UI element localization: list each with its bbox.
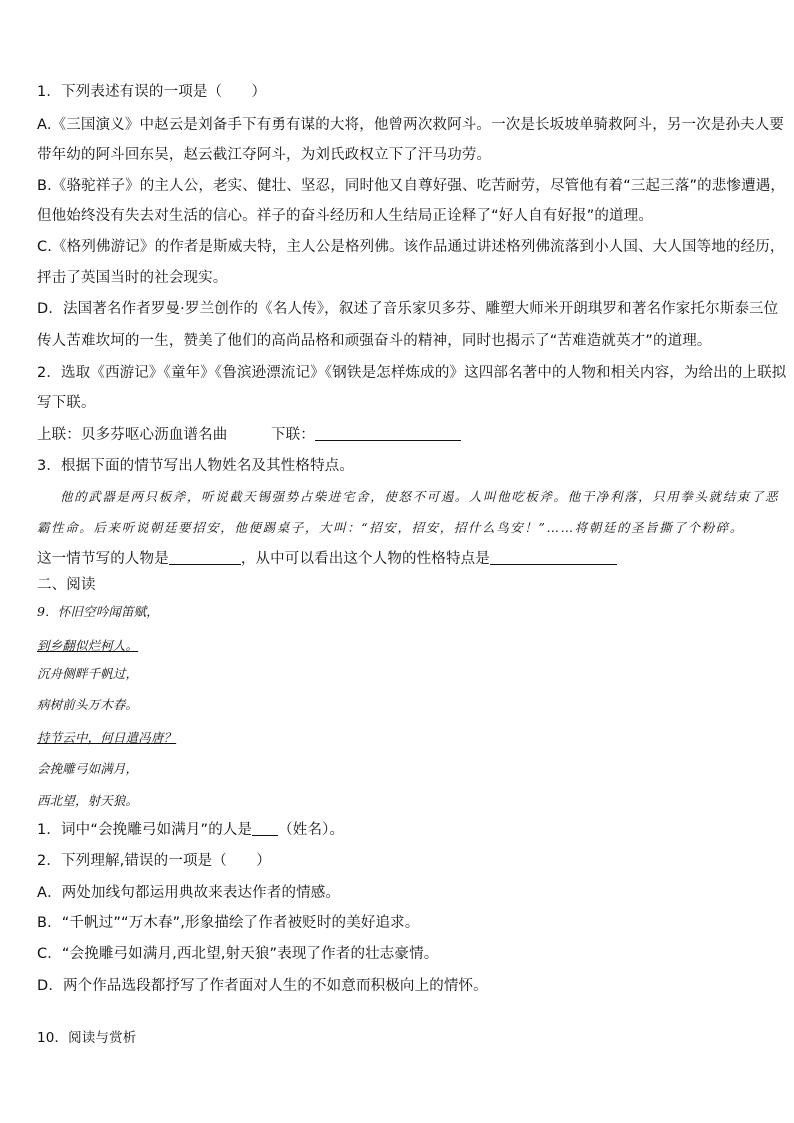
poem-line: 沉舟侧畔千帆过， [37, 666, 139, 681]
poem-line: 病树前头万木春。 [37, 697, 139, 712]
q1-option-a-line2: 带年幼的阿斗回东吴，赵云截江夺阿斗，为刘氏政权立下了汗马功劳。 [37, 147, 492, 163]
q9-sub1-end: （姓名）。 [278, 822, 345, 838]
q3-fill [37, 549, 764, 569]
q9-sub2: 2．下列理解,错误的一项是（ ） [37, 853, 271, 869]
q9-option-c: C．“会挽雕弓如满月,西北望,射天狼”表现了作者的壮志豪情。 [37, 946, 439, 962]
q1-option-b-line1: B.《骆驼祥子》的主人公，老实、健壮、坚忍，同时他又自尊好强、吃苦耐劳，尽管他有着“三起三落”的悲惨遭遇， [37, 178, 786, 194]
q3-stem: 3．根据下面的情节写出人物姓名及其性格特点。 [37, 458, 355, 474]
q3-fill-part-b: ，从中可以看出这个人物的性格特点是 [240, 551, 490, 567]
q10-heading: 10．阅读与赏析 [37, 1030, 137, 1046]
q1-option-c-line2: 抨击了英国当时的社会现实。 [37, 270, 228, 286]
upper-couplet: 上联：贝多芬呕心沥血谱名曲 [37, 427, 228, 443]
q3-story-line1: 他的武器是两只板斧，听说截天锡强势占柴进宅舍，使怒不可遏。人叫他吃板斧。他干净利落，只用拳头就结束了恶 [60, 489, 780, 504]
q2-stem-line2: 写下联。 [37, 395, 96, 411]
q9-option-a: A．两处加线句都运用典故来表达作者的情感。 [37, 885, 341, 901]
q2-stem-line1: 2．选取《西游记》《童年》《鲁滨逊漂流记》《钢铁是怎样炼成的》这四部名著中的人物和相关内容，为给出的上联拟 [37, 365, 787, 381]
q1-stem: 1．下列表述有误的一项是（ ） [37, 84, 267, 100]
q3-story-line2: 霸性命。后来听说朝廷要招安，他便踢桌子，大叫：“招安，招安，招什么鸟安！”……将朝廷的圣旨撕了个粉碎。 [37, 520, 744, 535]
lower-couplet-label: 下联： [270, 427, 315, 443]
q9-title: 9．怀旧空吟闻笛赋， [37, 604, 159, 619]
q2-couplet [37, 425, 764, 445]
poem-line-underlined-1: 到乡翻似烂柯人。 [37, 638, 139, 653]
q9-sub1-text: 1．词中“会挽雕弓如满月”的人是 [37, 822, 253, 838]
q1-option-c-line1: C.《格列佛游记》的作者是斯威夫特，主人公是格列佛。该作品通过讲述格列佛流落到小人国、大人国等地的经历， [37, 239, 785, 255]
lower-couplet-blank [315, 425, 461, 441]
q3-fill-part-a: 这一情节写的人物是 [37, 551, 169, 567]
section-heading: 二、阅读 [37, 577, 96, 593]
q1-option-d-line1: D．法国著名作者罗曼·罗兰创作的《名人传》，叙述了音乐家贝多芬、雕塑大师米开朗琪罗和著名作家托尔斯泰三位 [37, 301, 779, 317]
poem-line: 西北望，射天狼。 [37, 793, 139, 808]
character-trait-blank [490, 549, 617, 565]
q1-option-b-line2: 但他始终没有失去对生活的信心。祥子的奋斗经历和人生结局正诠释了“好人自有好报”的道理。 [37, 208, 653, 224]
q1-option-d-line2: 传人苦难坎坷的一生，赞美了他们的高尚品格和顽强奋斗的精神，同时也揭示了“苦难造就英才”的道理。 [37, 333, 712, 349]
q1-option-a-line1: A.《三国演义》中赵云是刘备手下有勇有谋的大将，他曾两次救阿斗。一次是长坂坡单骑救阿斗，另一次是孙夫人要 [37, 117, 785, 133]
poem-line-underlined-2: 持节云中，何日遣冯唐？ [37, 730, 177, 745]
poem-line: 会挽雕弓如满月， [37, 761, 139, 776]
q9-option-b: B．“千帆过”“万木春”,形象描绘了作者被贬时的美好追求。 [37, 915, 420, 931]
q9-sub1 [37, 820, 764, 840]
character-name-blank [169, 549, 241, 565]
q9-option-d: D．两个作品选段都抒写了作者面对人生的不如意而积极向上的情怀。 [37, 978, 488, 994]
name-blank [252, 820, 278, 836]
